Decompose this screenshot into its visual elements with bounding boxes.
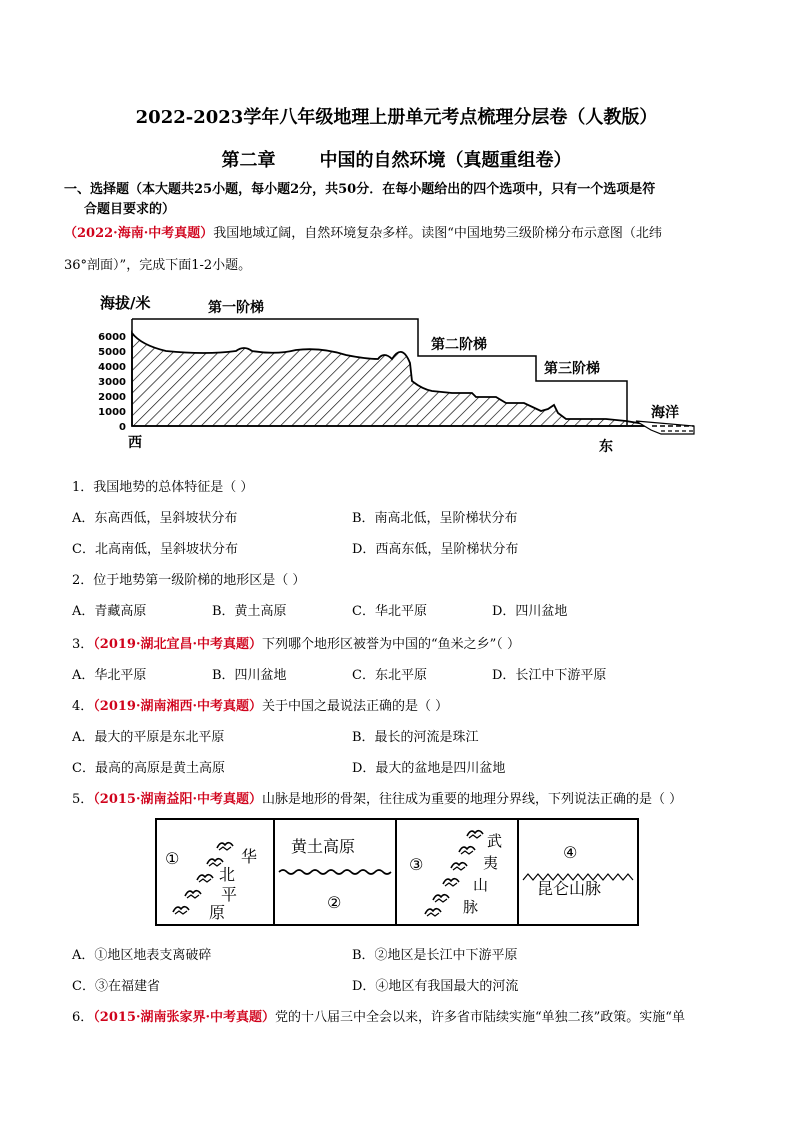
q3-option-c[interactable]: C．东北平原 (352, 668, 427, 683)
q5-option-a[interactable]: A．①地区地表支离破碎 (72, 948, 212, 963)
q6-source: （2015·湖南张家界·中考真题） (93, 1010, 276, 1025)
panel3-number: ③ (409, 855, 424, 874)
question-6-stem (72, 1006, 685, 1025)
panel1-char1: 华 (241, 847, 258, 866)
q4-number: 4． (72, 699, 94, 714)
q5-option-d[interactable]: D．④地区有我国最大的河流 (352, 979, 519, 994)
q1-option-c[interactable]: C．北高南低，呈斜坡状分布 (72, 542, 238, 557)
q1-option-a[interactable]: A．东高西低，呈斜坡状分布 (72, 511, 238, 526)
q5-text: 山脉是地形的骨架，往往成为重要的地理分界线，下列说法正确的是（ ） (262, 792, 683, 807)
question-4-stem (72, 695, 448, 714)
panel3-char4: 脉 (463, 898, 479, 916)
intro-paragraph (64, 223, 744, 277)
q6-text: 党的十八届三中全会以来，许多省市陆续实施“单独二孩”政策。实施“单 (275, 1010, 685, 1025)
ocean-shape (636, 421, 694, 434)
question-2-stem: 2．位于地势第一级阶梯的地形区是（ ） (72, 573, 306, 588)
chapter-number: 第二章 (221, 150, 276, 171)
panel2-label: 黄土高原 (291, 837, 356, 856)
east-label: 东 (599, 439, 613, 455)
panel1-char4: 原 (209, 903, 226, 922)
q1-option-b[interactable]: B．南高北低，呈阶梯状分布 (352, 511, 518, 526)
q6-number: 6． (72, 1010, 94, 1025)
step1-label: 第一阶梯 (208, 300, 264, 316)
section-heading (64, 180, 744, 220)
panel1-number: ① (165, 849, 180, 868)
y-tick: 3000 (98, 377, 126, 388)
q5-option-c[interactable]: C．③在福建省 (72, 979, 160, 994)
page-title: 2022-2023学年八年级地理上册单元考点梳理分层卷（人教版） (135, 107, 658, 128)
q4-option-a[interactable]: A．最大的平原是东北平原 (72, 730, 225, 745)
question-3-stem (72, 633, 520, 652)
panel3-char2: 夷 (483, 854, 499, 872)
y-tick: 4000 (98, 362, 126, 373)
intro-text1: 我国地域辽阔，自然环境复杂多样。读图“中国地势三级阶梯分布示意图（北纬 (213, 226, 662, 241)
panel1-char3: 平 (221, 885, 238, 904)
q3-number: 3． (72, 637, 94, 652)
q4-option-b[interactable]: B．最长的河流是珠江 (352, 730, 479, 745)
mountain-panels-figure (155, 818, 639, 926)
q3-source: （2019·湖北宜昌·中考真题） (93, 637, 263, 652)
y-tick: 1000 (98, 407, 126, 418)
chapter-title (0, 146, 793, 172)
panel1-char2: 北 (219, 865, 236, 884)
q4-text: 关于中国之最说法正确的是（ ） (262, 699, 449, 714)
panel4-number: ④ (563, 843, 578, 862)
section-line1: 一、选择题（本大题共25小题，每小题2分，共50分．在每小题给出的四个选项中，只有一个选项是符 (64, 182, 656, 197)
q5-option-b[interactable]: B．②地区是长江中下游平原 (352, 948, 518, 963)
y-tick: 0 (119, 422, 126, 433)
terrain-profile (132, 333, 656, 426)
q2-option-a[interactable]: A．青藏高原 (72, 604, 147, 619)
q2-option-d[interactable]: D．四川盆地 (492, 604, 568, 619)
y-tick: 6000 (98, 332, 126, 343)
q4-option-d[interactable]: D．最大的盆地是四川盆地 (352, 761, 506, 776)
panel3-char1: 武 (487, 832, 503, 850)
q3-option-a[interactable]: A．华北平原 (72, 668, 147, 683)
panel3-char3: 山 (473, 876, 489, 894)
section-line2: 合题目要求的） (84, 202, 176, 217)
question-5-stem (72, 788, 682, 807)
q4-source: （2019·湖南湘西·中考真题） (93, 699, 263, 714)
panel4-label: 昆仑山脉 (537, 879, 602, 898)
step3-label: 第三阶梯 (544, 361, 600, 377)
intro-text2: 36°剖面）”，完成下面1-2小题。 (64, 258, 252, 273)
panel2-number: ② (327, 893, 342, 912)
ocean-label: 海洋 (651, 405, 679, 421)
terrain-profile-figure (96, 293, 696, 458)
q2-option-c[interactable]: C．华北平原 (352, 604, 427, 619)
west-label: 西 (128, 435, 142, 451)
q4-option-c[interactable]: C．最高的高原是黄土高原 (72, 761, 225, 776)
q3-option-d[interactable]: D．长江中下游平原 (492, 668, 607, 683)
chapter-subtitle: 中国的自然环境（真题重组卷） (319, 150, 572, 171)
y-axis-label: 海拔/米 (100, 294, 151, 312)
q2-option-b[interactable]: B．黄土高原 (212, 604, 287, 619)
intro-source: （2022·海南·中考真题） (64, 226, 214, 241)
y-tick: 5000 (98, 347, 126, 358)
q5-source: （2015·湖南益阳·中考真题） (93, 792, 263, 807)
q1-option-d[interactable]: D．西高东低，呈阶梯状分布 (352, 542, 519, 557)
q5-number: 5． (72, 792, 94, 807)
q3-option-b[interactable]: B．四川盆地 (212, 668, 287, 683)
y-tick: 2000 (98, 392, 126, 403)
q3-text: 下列哪个地形区被誉为中国的“鱼米之乡”（ ） (262, 637, 520, 652)
question-1-stem: 1．我国地势的总体特征是（ ） (72, 480, 254, 495)
step2-label: 第二阶梯 (431, 337, 487, 353)
